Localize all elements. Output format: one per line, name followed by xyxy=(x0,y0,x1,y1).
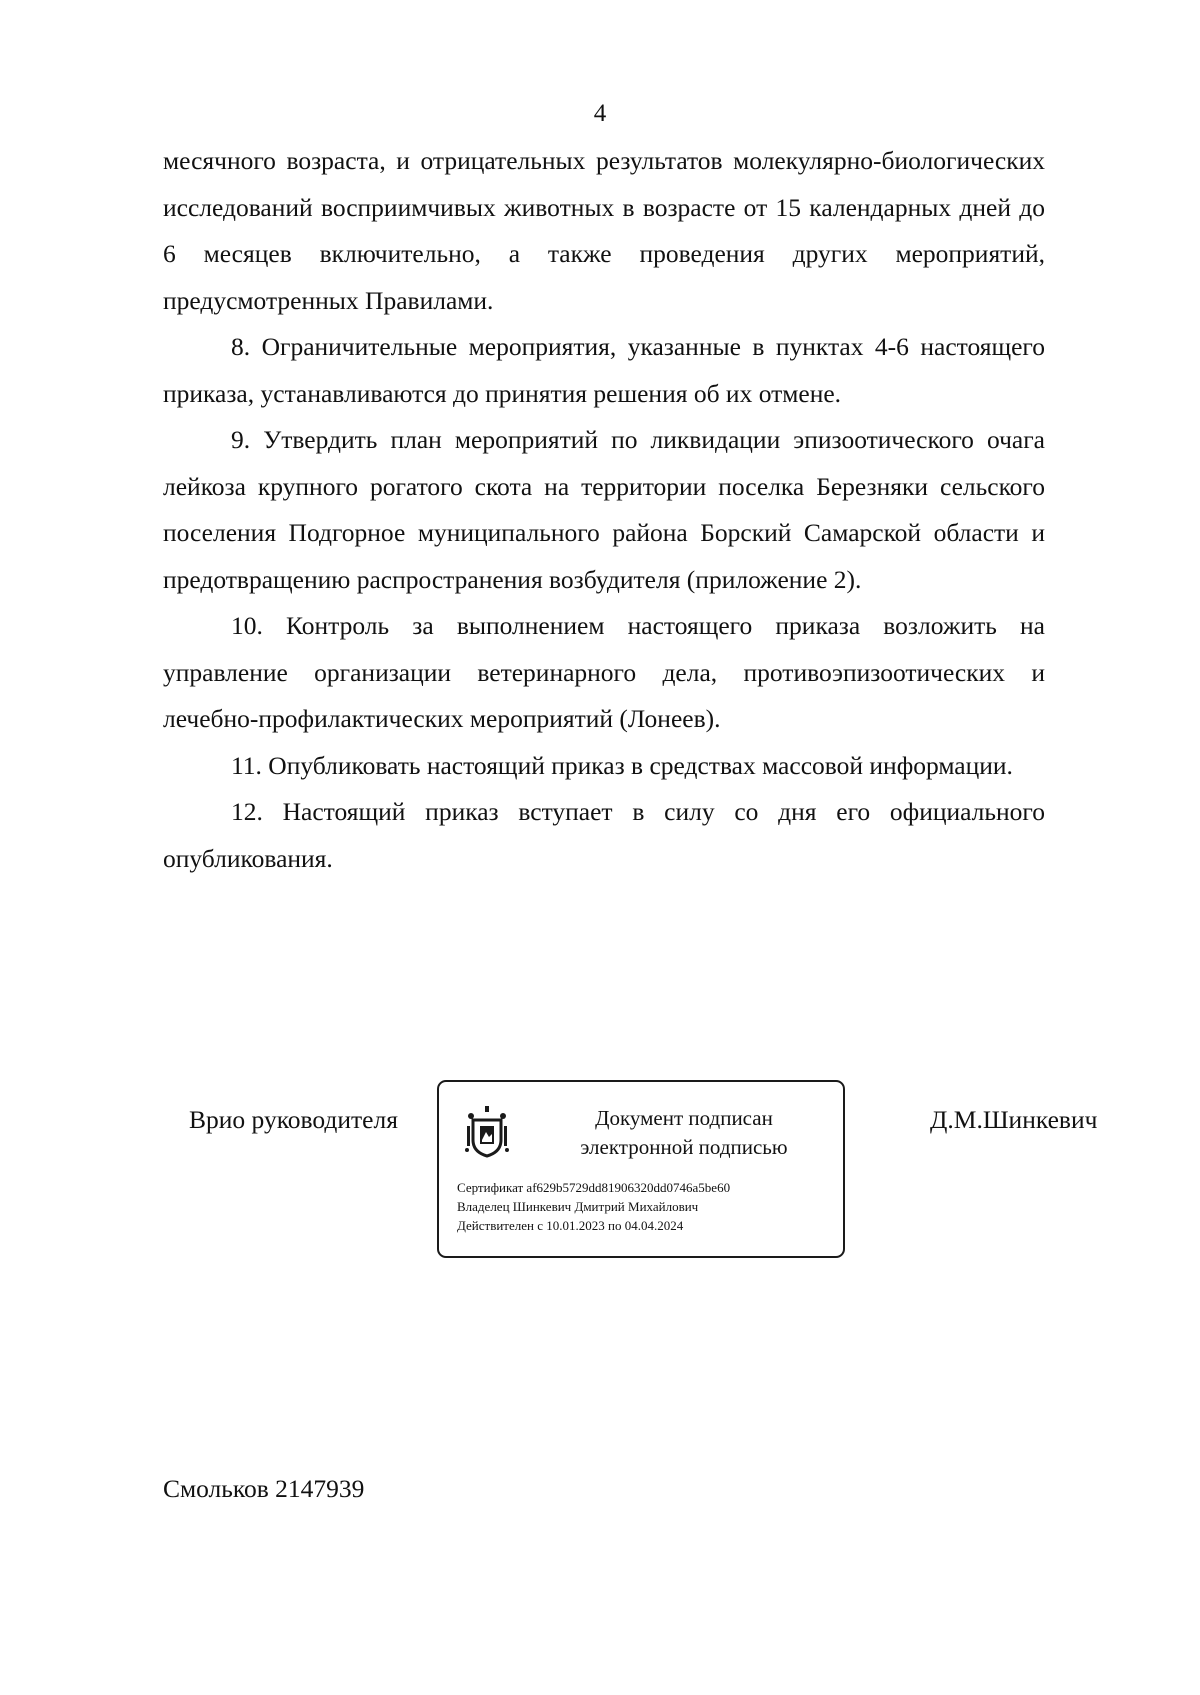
paragraph-9: 9. Утвердить план мероприятий по ликвидации эпизоотического очага лейкоза крупного рогатого скота на территории поселка Березняки сельского поселения Подгорное муниципального района Борский Самарской области и предотвращению распространения возбудителя (приложение 2). xyxy=(163,425,1045,594)
executor-note: Смольков 2147939 xyxy=(163,1474,365,1503)
stamp-certificate: Сертификат af629b5729dd81906320dd0746a5be60 xyxy=(457,1180,731,1195)
signatory-name: Д.М.Шинкевич xyxy=(930,1105,1098,1134)
document-body xyxy=(163,138,1045,882)
paragraph-continuation: месячного возраста, и отрицательных результатов молекулярно-биологических исследований восприимчивых животных в возрасте от 15 календарных дней до 6 месяцев включительно, а также проведения других мероприятий, предусмотренных Правилами. xyxy=(163,146,1045,315)
page-number: 4 xyxy=(593,100,607,127)
coat-of-arms-icon xyxy=(459,1104,515,1160)
stamp-title-line-2: электронной подписью xyxy=(580,1135,788,1159)
paragraph-10: 10. Контроль за выполнением настоящего приказа возложить на управление организации ветеринарного дела, противоэпизоотических и лечебно-профилактических мероприятий (Лонеев). xyxy=(163,611,1045,733)
paragraph-8: 8. Ограничительные мероприятия, указанные в пунктах 4-6 настоящего приказа, устанавливаются до принятия решения об их отмене. xyxy=(163,332,1045,408)
stamp-details xyxy=(457,1178,837,1235)
stamp-validity: Действителен с 10.01.2023 по 04.04.2024 xyxy=(457,1218,684,1233)
stamp-title-line-1: Документ подписан xyxy=(595,1106,773,1130)
signatory-role: Врио руководителя xyxy=(189,1105,398,1134)
paragraph-11: 11. Опубликовать настоящий приказ в средствах массовой информации. xyxy=(231,750,1013,780)
electronic-signature-stamp xyxy=(437,1080,845,1258)
stamp-title xyxy=(539,1104,829,1162)
stamp-owner: Владелец Шинкевич Дмитрий Михайлович xyxy=(457,1199,699,1214)
paragraph-12: 12. Настоящий приказ вступает в силу со дня его официального опубликования. xyxy=(163,797,1045,873)
